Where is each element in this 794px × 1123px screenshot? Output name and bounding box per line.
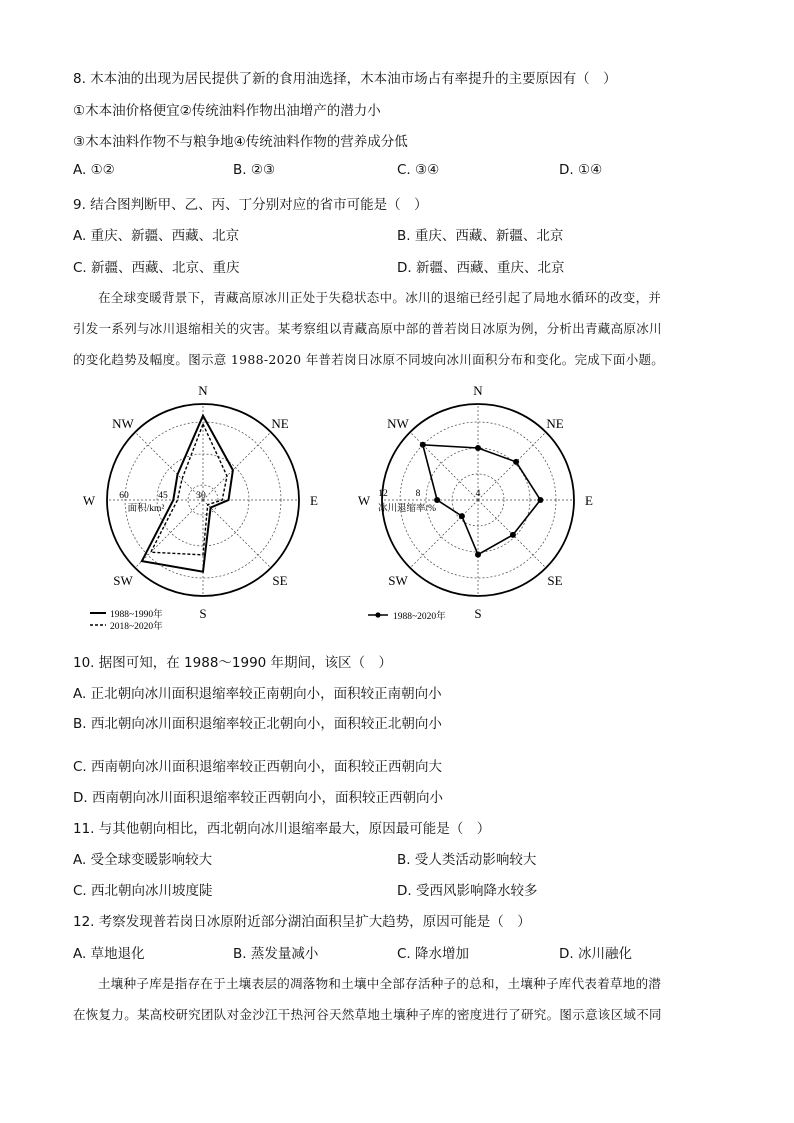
direction-label-se: SE [547, 573, 563, 588]
ring-tick-label: 4 [475, 489, 481, 499]
direction-label-sw: SW [113, 573, 133, 588]
q12-stem: 12. 考察发现普若岗日冰原附近部分湖泊面积呈扩大趋势，原因可能是（ ） [73, 914, 531, 930]
data-point-sw [459, 513, 465, 519]
q8-option-a: A. ①② [73, 162, 115, 178]
radar-chart-area [83, 383, 318, 632]
legend-label-1988-1990: 1988~1990年 [110, 610, 163, 620]
direction-label-ne: NE [271, 416, 289, 431]
data-point-se [510, 532, 516, 538]
direction-label-s: S [199, 606, 207, 621]
q12-option-c: C. 降水增加 [397, 946, 470, 962]
passage1-line2: 引发一系列与冰川退缩相关的灾害。某考察组以青藏高原中部的普若岗日冰原为例，分析出青藏高原冰川 [73, 321, 662, 336]
grid-spoke [475, 432, 546, 500]
series-line-1988-1990 [142, 416, 233, 572]
data-point-s [475, 552, 481, 558]
q12-option-d: D. 冰川融化 [559, 946, 632, 962]
q11-stem: 11. 与其他朝向相比，西北朝向冰川退缩率最大，原因最可能是（ ） [73, 821, 491, 837]
grid-spoke [135, 432, 203, 500]
figure-radar-charts [0, 378, 794, 638]
q9-option-b: B. 重庆、西藏、新疆、北京 [397, 228, 564, 244]
q11-option-d: D. 受西风影响降水较多 [397, 883, 538, 899]
axis-label: 面积/km² [127, 504, 165, 514]
series-line-2018-2020 [151, 424, 227, 555]
q8-option-c: C. ③④ [397, 162, 440, 178]
q8-option-d: D. ①④ [559, 162, 603, 178]
direction-label-e: E [585, 493, 593, 508]
passage2-line2: 在恢复力。某高校研究团队对金沙江干热河谷天然草地土壤种子库的密度进行了研究。图示意该区域不同 [73, 1007, 662, 1022]
ring-tick-label: 8 [415, 489, 421, 499]
data-point-w [434, 497, 440, 503]
radar-chart-retreat-rate [358, 383, 593, 622]
passage1-line3: 的变化趋势及幅度。图示意 1988-2020 年普若岗日冰原不同坡向冰川面积分布和变化。完成下面小题。 [73, 352, 665, 367]
q11-option-a: A. 受全球变暖影响较大 [73, 852, 213, 868]
q8-line1: ①木本油价格便宜②传统油料作物出油增产的潜力小 [73, 103, 381, 119]
q8-line2: ③木本油料作物不与粮争地④传统油料作物的营养成分低 [73, 134, 408, 150]
q9-option-c: C. 新疆、西藏、北京、重庆 [73, 260, 240, 276]
direction-label-w: W [82, 493, 96, 508]
legend-label-2018-2020: 2018~2020年 [110, 622, 163, 632]
data-point-ne [513, 459, 519, 465]
q9-option-d: D. 新疆、西藏、重庆、北京 [397, 260, 565, 276]
q11-option-b: B. 受人类活动影响较大 [397, 852, 537, 868]
grid-spoke [203, 500, 271, 568]
q9-option-a: A. 重庆、新疆、西藏、北京 [73, 228, 240, 244]
ring-tick-label: 45 [158, 491, 168, 501]
legend-marker-1988-2020 [375, 612, 380, 617]
ring-tick-label: 30 [196, 491, 206, 501]
q10-option-b: B. 西北朝向冰川面积退缩率较正北朝向小，面积较正北朝向小 [73, 716, 442, 732]
legend-label-1988-2020: 1988~2020年 [393, 612, 446, 622]
direction-label-n: N [473, 383, 483, 398]
direction-label-n: N [198, 383, 208, 398]
axis-label: 冰川退缩率/% [377, 504, 437, 514]
direction-label-ne: NE [546, 416, 564, 431]
direction-label-nw: NW [112, 416, 134, 431]
direction-label-sw: SW [388, 573, 408, 588]
ring-tick-label: 12 [378, 489, 388, 499]
data-point-nw [420, 442, 426, 448]
data-point-n [475, 445, 481, 451]
q8-stem: 8. 木本油的出现为居民提供了新的食用油选择，木本油市场占有率提升的主要原因有（ ） [73, 71, 617, 87]
q12-option-b: B. 蒸发量减小 [233, 946, 319, 962]
q10-option-c: C. 西南朝向冰川面积退缩率较正西朝向小，面积较正西朝向大 [73, 759, 443, 775]
q11-option-c: C. 西北朝向冰川坡度陡 [73, 883, 213, 899]
direction-label-e: E [310, 493, 318, 508]
data-point-e [537, 497, 543, 503]
direction-label-se: SE [272, 573, 288, 588]
q8-option-b: B. ②③ [233, 162, 276, 178]
direction-label-s: S [474, 606, 482, 621]
q10-option-d: D. 西南朝向冰川面积退缩率较正西朝向小，面积较正西朝向小 [73, 790, 443, 806]
direction-label-w: W [357, 493, 371, 508]
q10-stem: 10. 据图可知，在 1988～1990 年期间，该区（ ） [73, 655, 393, 671]
q10-option-a: A. 正北朝向冰川面积退缩率较正南朝向小，面积较正南朝向小 [73, 686, 442, 702]
q12-option-a: A. 草地退化 [73, 946, 145, 962]
grid-spoke [203, 432, 271, 500]
passage2-line1: 土壤种子库是指存在于土壤表层的凋落物和土壤中全部存活种子的总和，土壤种子库代表着草地的潜 [98, 976, 662, 991]
direction-label-nw: NW [387, 416, 409, 431]
q9-stem: 9. 结合图判断甲、乙、丙、丁分别对应的省市可能是（ ） [73, 197, 428, 213]
passage1-line1: 在全球变暖背景下，青藏高原冰川正处于失稳状态中。冰川的退缩已经引起了局地水循环的改变，并 [98, 290, 662, 305]
ring-tick-label: 60 [119, 491, 129, 501]
